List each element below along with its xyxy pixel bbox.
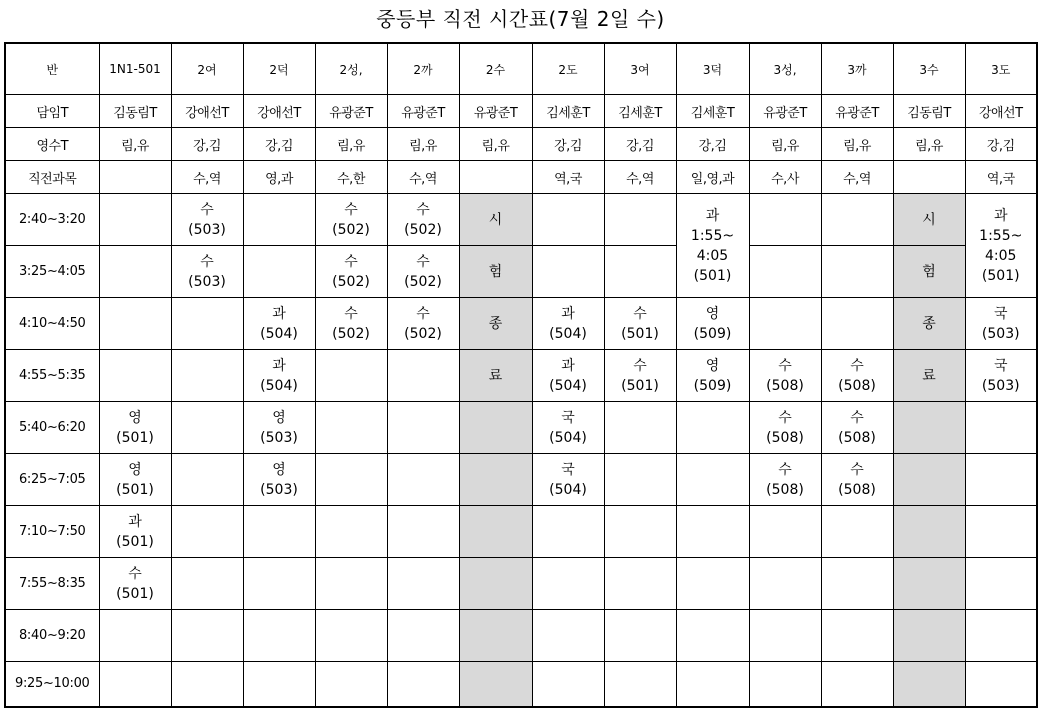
- schedule-cell: 수 (502): [387, 194, 459, 246]
- exam-cell: [459, 558, 532, 610]
- table-cell: 림,유: [821, 128, 893, 161]
- table-cell: 일,영,과: [676, 161, 749, 194]
- table-cell: 강애선T: [965, 95, 1037, 128]
- time-slot-row: [5, 662, 1037, 708]
- table-cell: 림,유: [749, 128, 821, 161]
- table-cell: [459, 161, 532, 194]
- schedule-cell: 과 1:55~ 4:05 (501): [965, 194, 1037, 298]
- schedule-cell: 영 (503): [243, 402, 315, 454]
- time-slot-label: 8:40~9:20: [5, 610, 99, 662]
- timetable-body: [5, 43, 1037, 707]
- time-slot-label: 7:10~7:50: [5, 506, 99, 558]
- schedule-cell: [604, 402, 676, 454]
- schedule-cell: [171, 610, 243, 662]
- schedule-cell: 수 (502): [315, 246, 387, 298]
- table-cell: 강,김: [965, 128, 1037, 161]
- schedule-cell: [315, 610, 387, 662]
- schedule-cell: [99, 350, 171, 402]
- exam-cell: 종: [893, 298, 965, 350]
- timetable: [4, 42, 1038, 708]
- schedule-cell: [532, 506, 604, 558]
- schedule-cell: [532, 246, 604, 298]
- schedule-cell: [965, 402, 1037, 454]
- schedule-cell: [387, 454, 459, 506]
- exam-cell: 험: [893, 246, 965, 298]
- table-cell: 강애선T: [243, 95, 315, 128]
- schedule-cell: [171, 454, 243, 506]
- table-cell: 림,유: [99, 128, 171, 161]
- exam-cell: [893, 506, 965, 558]
- schedule-cell: [315, 506, 387, 558]
- table-cell: 유광준T: [749, 95, 821, 128]
- schedule-cell: 수 (502): [315, 298, 387, 350]
- schedule-cell: [99, 246, 171, 298]
- time-slot-label: 4:55~5:35: [5, 350, 99, 402]
- exam-cell: 험: [459, 246, 532, 298]
- schedule-cell: [243, 558, 315, 610]
- schedule-cell: 영 (501): [99, 454, 171, 506]
- class-header: 2도: [532, 43, 604, 95]
- schedule-cell: [604, 662, 676, 708]
- table-cell: 영,과: [243, 161, 315, 194]
- row-english-math: [5, 128, 1037, 161]
- table-cell: 유광준T: [821, 95, 893, 128]
- schedule-cell: [387, 506, 459, 558]
- schedule-cell: [676, 506, 749, 558]
- schedule-cell: [243, 194, 315, 246]
- time-slot-label: 7:55~8:35: [5, 558, 99, 610]
- schedule-cell: [749, 298, 821, 350]
- class-header: 2까: [387, 43, 459, 95]
- row-homeroom: [5, 95, 1037, 128]
- schedule-cell: [99, 194, 171, 246]
- class-header: 2수: [459, 43, 532, 95]
- schedule-cell: [965, 506, 1037, 558]
- time-slot-row: [5, 610, 1037, 662]
- class-header: 2덕: [243, 43, 315, 95]
- table-cell: 림,유: [315, 128, 387, 161]
- schedule-cell: [532, 662, 604, 708]
- schedule-cell: [171, 298, 243, 350]
- schedule-cell: [676, 610, 749, 662]
- row-label: 담임T: [5, 95, 99, 128]
- time-slot-row: [5, 506, 1037, 558]
- exam-cell: [459, 610, 532, 662]
- schedule-cell: [387, 662, 459, 708]
- schedule-cell: [821, 506, 893, 558]
- schedule-cell: 수 (502): [387, 246, 459, 298]
- class-header: 3까: [821, 43, 893, 95]
- schedule-cell: [965, 662, 1037, 708]
- table-cell: 김동림T: [99, 95, 171, 128]
- time-slot-label: 9:25~10:00: [5, 662, 99, 708]
- schedule-cell: [749, 558, 821, 610]
- schedule-cell: [676, 558, 749, 610]
- exam-cell: [893, 610, 965, 662]
- table-cell: [893, 161, 965, 194]
- row-label: 직전과목: [5, 161, 99, 194]
- table-cell: 강애선T: [171, 95, 243, 128]
- schedule-cell: [243, 610, 315, 662]
- schedule-cell: [387, 610, 459, 662]
- schedule-cell: [604, 246, 676, 298]
- table-cell: 유광준T: [459, 95, 532, 128]
- schedule-cell: [171, 506, 243, 558]
- schedule-cell: [749, 662, 821, 708]
- time-slot-label: 6:25~7:05: [5, 454, 99, 506]
- table-cell: 수,역: [387, 161, 459, 194]
- schedule-cell: [965, 558, 1037, 610]
- schedule-cell: 과 (501): [99, 506, 171, 558]
- exam-cell: [459, 454, 532, 506]
- schedule-cell: 영 (509): [676, 298, 749, 350]
- table-cell: 수,역: [171, 161, 243, 194]
- schedule-cell: 수 (503): [171, 246, 243, 298]
- schedule-cell: [171, 350, 243, 402]
- schedule-cell: 과 (504): [243, 350, 315, 402]
- exam-cell: 시: [459, 194, 532, 246]
- schedule-cell: [821, 662, 893, 708]
- exam-cell: [893, 662, 965, 708]
- time-slot-row: [5, 558, 1037, 610]
- schedule-cell: 과 (504): [532, 350, 604, 402]
- schedule-cell: [749, 610, 821, 662]
- class-header: 2여: [171, 43, 243, 95]
- schedule-cell: [315, 402, 387, 454]
- exam-cell: [459, 506, 532, 558]
- table-cell: 김세훈T: [604, 95, 676, 128]
- schedule-cell: 국 (504): [532, 402, 604, 454]
- schedule-cell: [604, 194, 676, 246]
- schedule-cell: [676, 662, 749, 708]
- schedule-cell: [315, 558, 387, 610]
- row-label: 영수T: [5, 128, 99, 161]
- schedule-cell: [243, 662, 315, 708]
- schedule-cell: [315, 350, 387, 402]
- schedule-cell: [532, 194, 604, 246]
- schedule-cell: 과 (504): [243, 298, 315, 350]
- time-slot-row: [5, 350, 1037, 402]
- schedule-cell: [532, 558, 604, 610]
- schedule-cell: [315, 662, 387, 708]
- schedule-cell: [243, 506, 315, 558]
- schedule-cell: [315, 454, 387, 506]
- table-cell: 김세훈T: [532, 95, 604, 128]
- class-header: 2성,: [315, 43, 387, 95]
- schedule-cell: 수 (503): [171, 194, 243, 246]
- table-cell: 수,역: [604, 161, 676, 194]
- schedule-cell: 수 (501): [99, 558, 171, 610]
- table-cell: 김세훈T: [676, 95, 749, 128]
- row-subjects: [5, 161, 1037, 194]
- exam-cell: 료: [459, 350, 532, 402]
- class-header: 3도: [965, 43, 1037, 95]
- time-slot-label: 3:25~4:05: [5, 246, 99, 298]
- table-cell: 강,김: [532, 128, 604, 161]
- schedule-cell: [604, 558, 676, 610]
- table-cell: 림,유: [893, 128, 965, 161]
- exam-cell: [459, 402, 532, 454]
- table-cell: 유광준T: [315, 95, 387, 128]
- schedule-cell: [532, 610, 604, 662]
- schedule-cell: 수 (508): [821, 454, 893, 506]
- schedule-cell: 수 (508): [749, 350, 821, 402]
- schedule-cell: 영 (503): [243, 454, 315, 506]
- schedule-cell: 수 (501): [604, 350, 676, 402]
- schedule-cell: [99, 662, 171, 708]
- table-cell: 강,김: [171, 128, 243, 161]
- schedule-cell: [171, 402, 243, 454]
- header-row: [5, 43, 1037, 95]
- table-cell: [99, 161, 171, 194]
- time-slot-label: 4:10~4:50: [5, 298, 99, 350]
- schedule-cell: [821, 194, 893, 246]
- schedule-cell: [604, 610, 676, 662]
- table-cell: 역,국: [965, 161, 1037, 194]
- schedule-cell: [821, 246, 893, 298]
- schedule-cell: 국 (503): [965, 350, 1037, 402]
- table-cell: 수,한: [315, 161, 387, 194]
- time-slot-row: [5, 454, 1037, 506]
- schedule-cell: [821, 298, 893, 350]
- table-cell: 림,유: [387, 128, 459, 161]
- schedule-cell: 수 (502): [387, 298, 459, 350]
- schedule-cell: [387, 558, 459, 610]
- schedule-cell: 국 (503): [965, 298, 1037, 350]
- schedule-cell: 수 (508): [749, 402, 821, 454]
- schedule-cell: [604, 454, 676, 506]
- schedule-cell: 영 (509): [676, 350, 749, 402]
- table-cell: 김동림T: [893, 95, 965, 128]
- class-label: 반: [5, 43, 99, 95]
- table-cell: 수,사: [749, 161, 821, 194]
- schedule-cell: [749, 506, 821, 558]
- schedule-cell: 과 1:55~ 4:05 (501): [676, 194, 749, 298]
- schedule-cell: 수 (501): [604, 298, 676, 350]
- class-header: 3여: [604, 43, 676, 95]
- time-slot-row: [5, 402, 1037, 454]
- table-cell: 수,역: [821, 161, 893, 194]
- schedule-cell: [965, 454, 1037, 506]
- schedule-cell: [676, 454, 749, 506]
- class-header: 1N1-501: [99, 43, 171, 95]
- schedule-cell: [676, 402, 749, 454]
- schedule-cell: [99, 298, 171, 350]
- time-slot-row: [5, 246, 1037, 298]
- table-cell: 강,김: [243, 128, 315, 161]
- schedule-cell: [604, 506, 676, 558]
- schedule-cell: 수 (502): [315, 194, 387, 246]
- schedule-cell: [243, 246, 315, 298]
- page-title: 중등부 직전 시간표(7월 2일 수): [376, 7, 665, 31]
- schedule-cell: [749, 194, 821, 246]
- table-cell: 림,유: [459, 128, 532, 161]
- schedule-cell: 과 (504): [532, 298, 604, 350]
- schedule-cell: 수 (508): [821, 402, 893, 454]
- exam-cell: 종: [459, 298, 532, 350]
- schedule-cell: 영 (501): [99, 402, 171, 454]
- schedule-cell: 국 (504): [532, 454, 604, 506]
- table-cell: 유광준T: [387, 95, 459, 128]
- table-cell: 강,김: [676, 128, 749, 161]
- exam-cell: [893, 558, 965, 610]
- exam-cell: 료: [893, 350, 965, 402]
- time-slot-row: [5, 298, 1037, 350]
- schedule-cell: [171, 558, 243, 610]
- table-cell: 강,김: [604, 128, 676, 161]
- schedule-cell: [171, 662, 243, 708]
- class-header: 3덕: [676, 43, 749, 95]
- exam-cell: [893, 402, 965, 454]
- time-slot-label: 2:40~3:20: [5, 194, 99, 246]
- exam-cell: [459, 662, 532, 708]
- time-slot-row: [5, 194, 1037, 246]
- exam-cell: [893, 454, 965, 506]
- table-cell: 역,국: [532, 161, 604, 194]
- schedule-cell: [387, 402, 459, 454]
- exam-cell: 시: [893, 194, 965, 246]
- schedule-cell: [821, 610, 893, 662]
- schedule-cell: [387, 350, 459, 402]
- time-slot-label: 5:40~6:20: [5, 402, 99, 454]
- schedule-cell: [965, 610, 1037, 662]
- schedule-cell: [749, 246, 821, 298]
- class-header: 3성,: [749, 43, 821, 95]
- class-header: 3수: [893, 43, 965, 95]
- schedule-cell: [99, 610, 171, 662]
- schedule-cell: 수 (508): [749, 454, 821, 506]
- schedule-cell: [821, 558, 893, 610]
- schedule-cell: 수 (508): [821, 350, 893, 402]
